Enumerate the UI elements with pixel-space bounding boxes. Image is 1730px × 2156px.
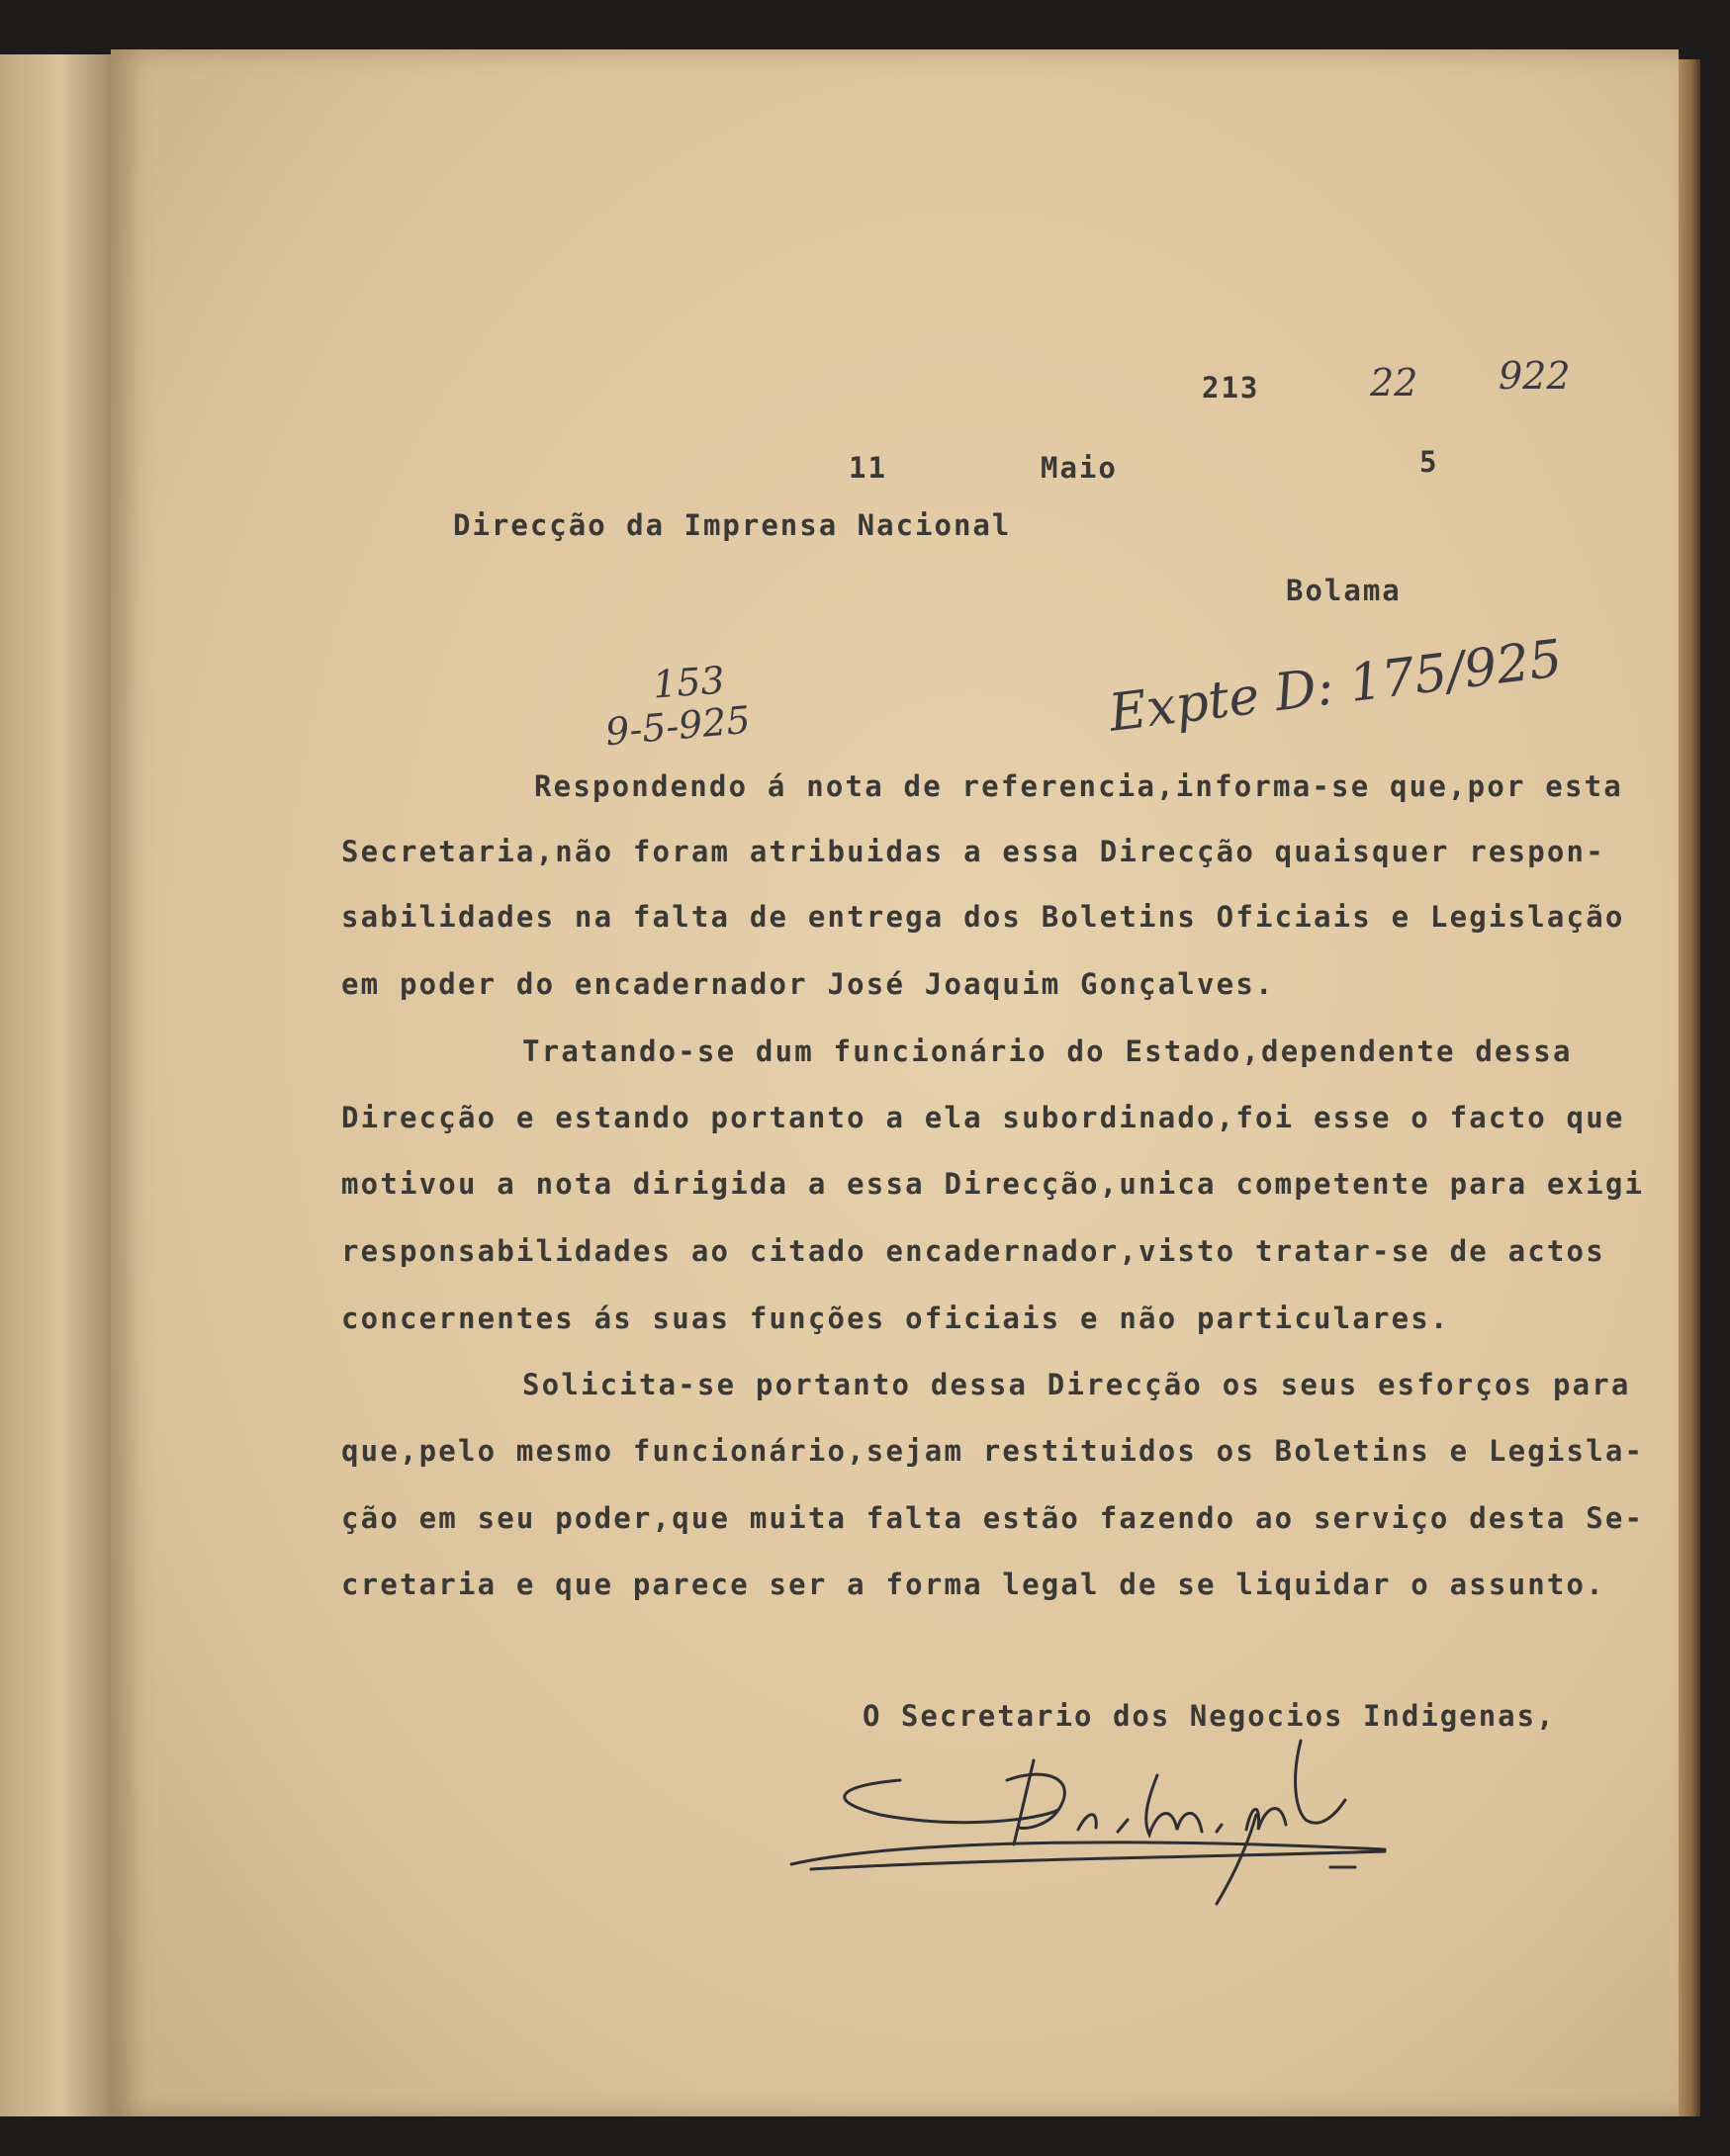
body-line: motivou a nota dirigida a essa Direcção,unica competente para exigi (341, 1167, 1645, 1201)
body-line: concernentes ás suas funções oficiais e não particulares. (341, 1302, 1450, 1335)
date-month: Maio (1041, 451, 1118, 485)
signature (781, 1721, 1414, 1919)
body-line: Secretaria,não foram atribuidas a essa Direcção quaisquer respon- (341, 835, 1605, 868)
body-line: ção em seu poder,que muita falta estão fazendo ao serviço desta Se- (341, 1501, 1645, 1535)
body-line: Direcção e estando portanto a ela subordinado,foi esse o facto que (341, 1101, 1625, 1134)
date-year: 5 (1419, 445, 1439, 479)
body-line: sabilidades na falta de entrega dos Boletins Oficiais e Legislação (341, 900, 1625, 934)
handwritten-ref-b: 922 (1499, 354, 1571, 398)
date-day: 11 (849, 451, 887, 485)
body-line: Respondendo á nota de referencia,informa-se que,por esta (534, 769, 1623, 803)
page-edge (1679, 59, 1700, 2116)
place: Bolama (1286, 574, 1402, 607)
body-line: Tratando-se dum funcionário do Estado,dependente dessa (522, 1034, 1573, 1068)
handwritten-ref-a: 22 (1370, 361, 1418, 404)
body-line: Solicita-se portanto dessa Direcção os seus esforços para (522, 1368, 1631, 1401)
body-line: que,pelo mesmo funcionário,sejam restituidos os Boletins e Legisla- (341, 1434, 1645, 1468)
signatory-title: O Secretario dos Negocios Indigenas, (863, 1699, 1556, 1733)
body-line: cretaria e que parece ser a forma legal de se liquidar o assunto. (341, 1568, 1605, 1601)
addressee: Direcção da Imprensa Nacional (453, 508, 1012, 542)
body-line: responsabilidades ao citado encadernador,visto tratar-se de actos (341, 1234, 1605, 1268)
body-line: em poder do encadernador José Joaquim Gonçalves. (341, 967, 1275, 1001)
handwritten-left-number: 153 (651, 658, 726, 707)
handwritten-right-note: Expte D: 175/925 (1106, 629, 1566, 744)
left-page (0, 54, 114, 2116)
document-number: 213 (1202, 371, 1260, 404)
handwritten-left-date: 9-5-925 (603, 697, 753, 755)
